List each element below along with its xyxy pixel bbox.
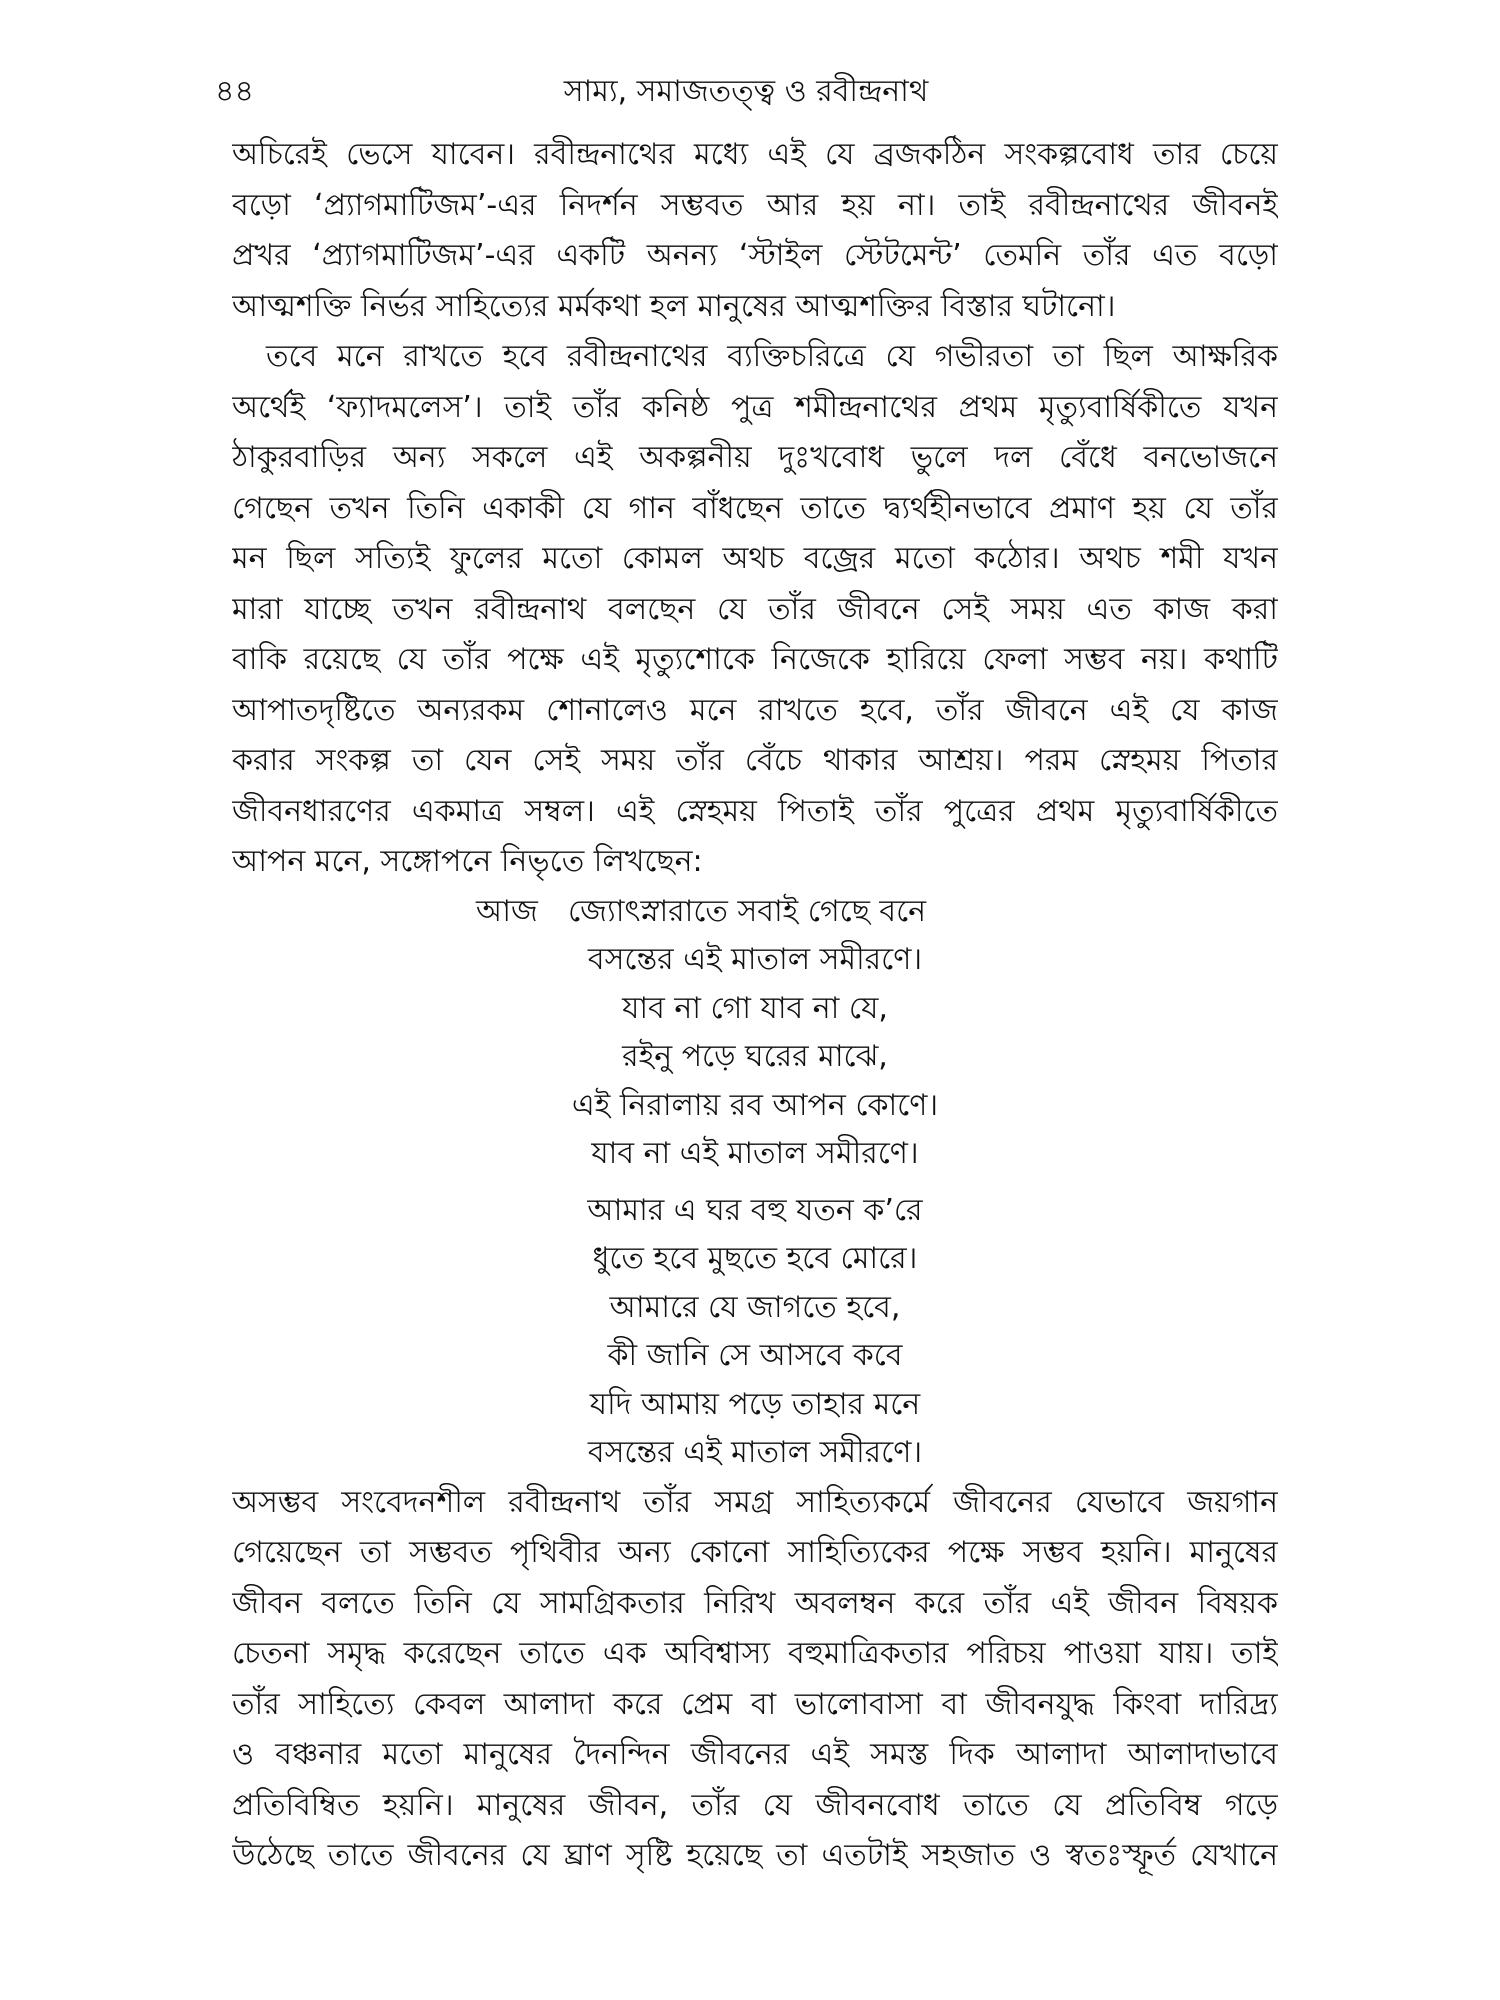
text-line: ও বঞ্চনার মতো মানুষের দৈনন্দিন জীবনের এই সমস্ত দিক আলাদা আলাদাভাবে <box>232 1737 1278 1772</box>
text-line: তবে মনে রাখতে হবে রবীন্দ্রনাথের ব্যক্তিচরিত্রে যে গভীরতা তা ছিল আক্ষরিক <box>266 339 1278 374</box>
paragraph-3 <box>232 1478 1278 1882</box>
poem-line: যাব না গো যাব না যে, <box>622 990 888 1026</box>
text-line: আপাতদৃষ্টিতে অন্যরকম শোনালেও মনে রাখতে হবে, তাঁর জীবনে এই যে কাজ <box>232 692 1278 728</box>
poem-line: আমার এ ঘর বহু যতন ক’রে <box>587 1192 923 1228</box>
poem-line: রইনু পড়ে ঘরের মাঝে, <box>622 1039 888 1074</box>
page-number: ৪৪ <box>215 74 254 109</box>
text-line: চেতনা সমৃদ্ধ করেছেন তাতে এক অবিশ্বাস্য বহুমাত্রিকতার পরিচয় পাওয়া যায়। তাই <box>232 1636 1278 1671</box>
text-line: জীবন বলতে তিনি যে সামগ্রিকতার নিরিখ অবলম্বন করে তাঁর এই জীবন বিষয়ক <box>232 1585 1278 1621</box>
page-header <box>215 72 1277 122</box>
poem-line: ধুতে হবে মুছতে হবে মোরে। <box>592 1241 918 1276</box>
poem-stanza-2 <box>232 1187 1278 1478</box>
running-title: সাম্য, সমাজতত্ত্ব ও রবীন্দ্রনাথ <box>563 74 929 109</box>
text-line: প্রখর ‘প্র্যাগমাটিজম’-এর একটি অনন্য ‘স্টাইল স্টেটমেন্ট’ তেমনি তাঁর এত বড়ো <box>232 238 1278 273</box>
text-line: উঠেছে তাতে জীবনের যে ঘ্রাণ সৃষ্টি হয়েছে তা এতটাই সহজাত ও স্বতঃস্ফূর্ত যেখানে <box>232 1838 1278 1873</box>
text-line: ঠাকুরবাড়ির অন্য সকলে এই অকল্পনীয় দুঃখবোধ ভুলে দল বেঁধে বনভোজনে <box>232 440 1278 475</box>
paragraph-1 <box>232 130 1278 332</box>
text-line: আত্মশক্তি নির্ভর সাহিত্যের মর্মকথা হল মানুষের আত্মশক্তির বিস্তার ঘটানো। <box>232 288 1116 324</box>
text-line: গেয়েছেন তা সম্ভবত পৃথিবীর অন্য কোনো সাহিত্যিকের পক্ষে সম্ভব হয়নি। মানুষের <box>232 1535 1278 1570</box>
text-line: মন ছিল সত্যিই ফুলের মতো কোমল অথচ বজ্রের মতো কঠোর। অথচ শমী যখন <box>232 541 1278 576</box>
text-line: অচিরেই ভেসে যাবেন। রবীন্দ্রনাথের মধ্যে এই যে ব্রজকঠিন সংকল্পবোধ তার চেয়ে <box>232 137 1278 172</box>
poem-line: বসন্তের এই মাতাল সমীরণে। <box>587 942 923 977</box>
text-line: অর্থেই ‘ফ্যাদমলেস’। তাই তাঁর কনিষ্ঠ পুত্র শমীন্দ্রনাথের প্রথম মৃত্যুবার্ষিকীতে যখন <box>232 389 1278 425</box>
poem-line: এই নিরালায় রব আপন কোণে। <box>571 1087 939 1123</box>
text-line: তাঁর সাহিত্যে কেবল আলাদা করে প্রেম বা ভালোবাসা বা জীবনযুদ্ধ কিংবা দারিদ্র্য <box>232 1686 1278 1722</box>
poem-line: যাব না এই মাতাল সমীরণে। <box>591 1136 919 1171</box>
paragraph-2 <box>232 332 1278 888</box>
body-text <box>232 130 1278 1882</box>
poem <box>232 888 1278 1478</box>
poem-line: যদি আমায় পড়ে তাহার মনে <box>589 1386 921 1422</box>
text-line: মারা যাচ্ছে তখন রবীন্দ্রনাথ বলছেন যে তাঁর জীবনে সেই সময় এত কাজ করা <box>232 591 1278 627</box>
poem-line: কী জানি সে আসবে কবে <box>607 1338 903 1373</box>
text-line: আপন মনে, সঙ্গোপনে নিভৃতে লিখছেন: <box>232 844 703 879</box>
poem-line <box>232 888 1278 937</box>
text-line: প্রতিবিম্বিত হয়নি। মানুষের জীবন, তাঁর যে জীবনবোধ তাতে যে প্রতিবিম্ব গড়ে <box>232 1787 1278 1823</box>
text-line: গেছেন তখন তিনি একাকী যে গান বাঁধছেন তাতে দ্ব্যর্থহীনভাবে প্রমাণ হয় যে তাঁর <box>232 490 1278 526</box>
text-line: বাকি রয়েছে যে তাঁর পক্ষে এই মৃত্যুশোকে নিজেকে হারিয়ে ফেলা সম্ভব নয়। কথাটি <box>232 642 1278 677</box>
text-line: বড়ো ‘প্র্যাগমাটিজম’-এর নিদর্শন সম্ভবত আর হয় না। তাই রবীন্দ্রনাথের জীবনই <box>232 187 1278 223</box>
text-line: জীবনধারণের একমাত্র সম্বল। এই স্নেহময় পিতাই তাঁর পুত্রের প্রথম মৃত্যুবার্ষিকীতে <box>232 793 1278 829</box>
poem-lead-word: আজ <box>476 893 538 929</box>
poem-line: আমারে যে জাগতে হবে, <box>609 1289 901 1325</box>
poem-stanza-1 <box>232 888 1278 1179</box>
text-line: অসম্ভব সংবেদনশীল রবীন্দ্রনাথ তাঁর সমগ্র সাহিত্যকর্মে জীবনের যেভাবে জয়গান <box>232 1484 1278 1520</box>
poem-line: বসন্তের এই মাতাল সমীরণে। <box>587 1435 923 1470</box>
poem-line-text: জ্যোৎস্নারাতে সবাই গেছে বনে <box>568 893 927 929</box>
text-line: করার সংকল্প তা যেন সেই সময় তাঁর বেঁচে থাকার আশ্রয়। পরম স্নেহময় পিতার <box>232 743 1278 778</box>
